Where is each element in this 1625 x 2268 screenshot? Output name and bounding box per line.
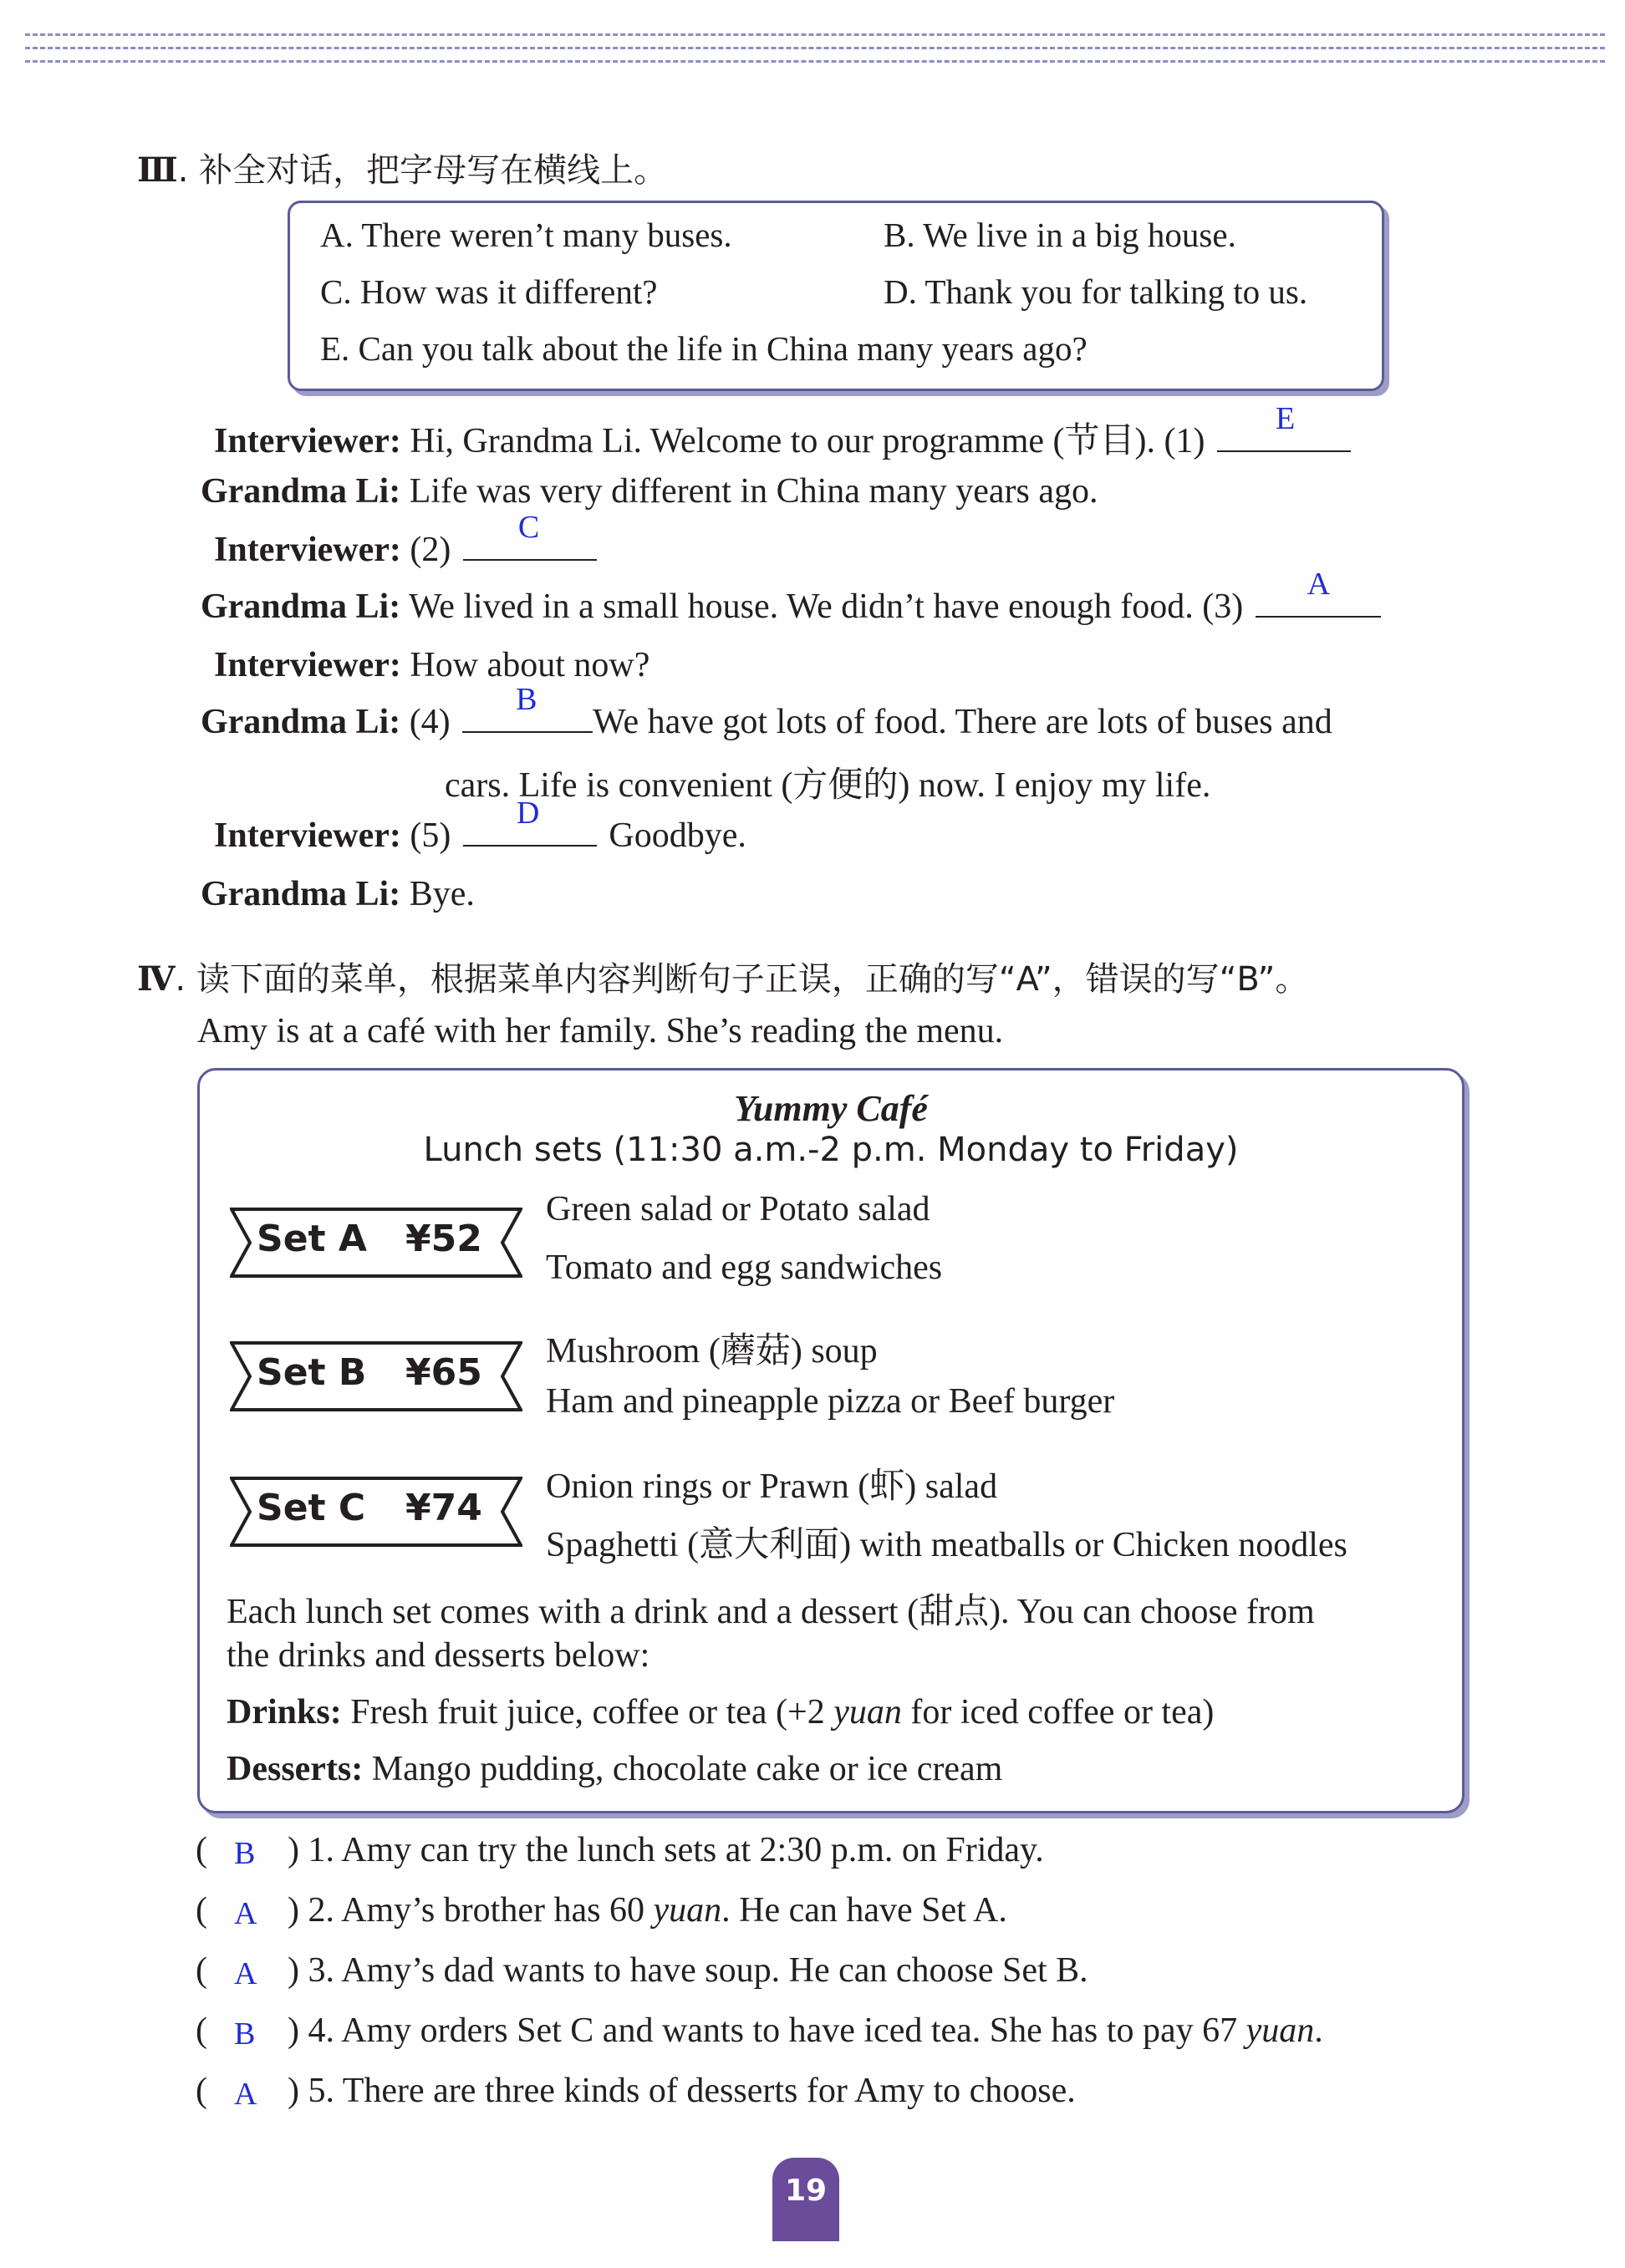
menu-title: Yummy Café <box>734 1088 928 1129</box>
set-a-item-2: Tomato and egg sandwiches <box>546 1248 943 1287</box>
set-price: ¥65 <box>405 1351 482 1394</box>
set-c-item-1: Onion rings or Prawn (虾) salad <box>546 1467 998 1506</box>
question-text: ) 5. There are three kinds of desserts for Amy to choose. <box>288 2072 1076 2110</box>
option-b: B. We live in a big house. <box>884 216 1236 254</box>
option-a: A. There weren’t many buses. <box>320 216 732 254</box>
dialogue-text-after: We have got lots of food. There are lots of buses and <box>593 703 1332 741</box>
set-name: Set C <box>257 1487 366 1529</box>
desserts-text: Mango pudding, chocolate cake or ice cream <box>371 1750 1003 1788</box>
dialogue-line-8 <box>214 796 746 856</box>
answer-blank[interactable] <box>463 510 597 561</box>
dialogue-line-1 <box>214 401 1354 463</box>
answer-letter[interactable]: A <box>234 1896 257 1931</box>
answer-letter: A <box>1307 567 1331 602</box>
section3-number: Ⅲ <box>137 150 178 190</box>
option-d: D. Thank you for talking to us. <box>884 272 1308 311</box>
section3-heading <box>137 144 667 191</box>
dialogue-text: (4) <box>409 703 451 741</box>
header-dash-1 <box>25 33 1605 36</box>
speaker: Grandma Li: <box>201 875 401 913</box>
paren-open: ( <box>196 1951 207 1990</box>
paren-open: ( <box>196 2011 207 2050</box>
question-text: ) 3. Amy’s dad wants to have soup. He can choose Set B. <box>288 1951 1088 1990</box>
set-b-badge <box>230 1340 522 1413</box>
options-box <box>288 201 1384 391</box>
dialogue-text: We lived in a small house. We didn’t have enough food. (3) <box>408 587 1244 626</box>
dialogue-line-3 <box>214 510 600 570</box>
header-dash-3 <box>25 60 1605 63</box>
speaker: Interviewer: <box>214 422 401 460</box>
dialogue-text: How about now? <box>410 646 650 684</box>
menu-card <box>197 1068 1465 1813</box>
answer-letter: C <box>517 510 540 545</box>
answer-letter[interactable]: B <box>234 2016 256 2052</box>
option-c: C. How was it different? <box>320 272 658 311</box>
dialogue-text: Life was very different in China many years ago. <box>409 472 1098 511</box>
answer-letter[interactable]: A <box>234 1956 257 1991</box>
dialogue-line-7 <box>445 757 1210 807</box>
speaker: Interviewer: <box>214 646 401 684</box>
answer-blank[interactable] <box>462 682 593 733</box>
dialogue-text: (5) <box>410 816 451 855</box>
set-b-item-2: Ham and pineapple pizza or Beef burger <box>546 1382 1115 1421</box>
set-c-item-2: Spaghetti (意大利面) with meatballs or Chicken noodles <box>546 1526 1347 1564</box>
dialogue-line-9 <box>201 874 475 914</box>
drinks-text-end: for iced coffee or tea) <box>910 1693 1215 1732</box>
answer-letter: B <box>516 682 537 717</box>
answer-blank[interactable] <box>463 796 597 847</box>
answer-blank[interactable] <box>1256 567 1381 618</box>
set-price: ¥52 <box>405 1218 482 1260</box>
menu-note-2: the drinks and desserts below: <box>227 1636 650 1675</box>
drinks-yuan: yuan <box>833 1693 902 1732</box>
section3-title: . 补全对话，把字母写在横线上。 <box>177 151 668 190</box>
drinks-label: Drinks: <box>227 1693 342 1732</box>
question-text: ) 4. Amy orders Set C and wants to have iced tea. She has to pay 67 yuan. <box>288 2011 1323 2050</box>
section4-heading <box>137 953 1308 1000</box>
dialogue-text: Hi, Grandma Li. Welcome to our programme (节目). (1) <box>410 422 1205 460</box>
set-price: ¥74 <box>405 1487 482 1529</box>
speaker: Grandma Li: <box>201 703 401 741</box>
question-text: ) 1. Amy can try the lunch sets at 2:30 p.m. on Friday. <box>288 1831 1044 1869</box>
set-name: Set A <box>257 1218 367 1260</box>
dialogue-text: cars. Life is convenient (方便的) now. I enjoy my life. <box>445 766 1211 805</box>
set-b-item-1: Mushroom (蘑菇) soup <box>546 1332 878 1370</box>
menu-drinks <box>227 1692 1214 1732</box>
question-text: ) 2. Amy’s brother has 60 yuan. He can have Set A. <box>288 1891 1007 1930</box>
dialogue-line-2 <box>201 471 1098 511</box>
drinks-text: Fresh fruit juice, coffee or tea (+2 <box>350 1693 825 1732</box>
speaker: Grandma Li: <box>201 472 401 511</box>
dialogue-line-6 <box>201 682 1332 742</box>
set-c-badge <box>230 1475 522 1548</box>
speaker: Interviewer: <box>214 816 401 855</box>
set-a-item-1: Green salad or Potato salad <box>546 1190 930 1228</box>
answer-blank[interactable] <box>1217 401 1351 452</box>
set-name: Set B <box>257 1351 367 1394</box>
menu-subtitle: Lunch sets (11:30 a.m.-2 p.m. Monday to Friday) <box>423 1131 1239 1169</box>
header-dash-2 <box>25 47 1605 49</box>
menu-note-1: Each lunch set comes with a drink and a dessert (甜点). You can choose from <box>227 1593 1315 1631</box>
section4-intro: Amy is at a café with her family. She’s reading the menu. <box>197 1012 1004 1050</box>
paren-open: ( <box>196 1891 207 1930</box>
dialogue-text: (2) <box>410 531 451 569</box>
desserts-label: Desserts: <box>227 1750 364 1788</box>
answer-letter: E <box>1275 401 1296 436</box>
speaker: Interviewer: <box>214 531 401 569</box>
answer-letter[interactable]: A <box>234 2077 257 2112</box>
section4-title: . 读下面的菜单，根据菜单内容判断句子正误，正确的写“A”，错误的写“B”。 <box>175 960 1309 999</box>
answer-letter: D <box>516 796 540 831</box>
dialogue-line-4 <box>201 567 1384 627</box>
dialogue-line-5 <box>214 645 649 685</box>
dialogue-text-after: Goodbye. <box>609 816 746 855</box>
dialogue-text: Bye. <box>409 875 475 913</box>
page-number: 19 <box>772 2158 839 2241</box>
section4-number: Ⅳ <box>137 959 176 999</box>
set-a-badge <box>230 1206 522 1279</box>
paren-open: ( <box>196 2072 207 2110</box>
answer-letter[interactable]: B <box>234 1836 256 1871</box>
paren-open: ( <box>196 1831 207 1869</box>
menu-desserts <box>227 1749 1002 1789</box>
speaker: Grandma Li: <box>201 587 401 626</box>
option-e: E. Can you talk about the life in China many years ago? <box>320 329 1088 368</box>
